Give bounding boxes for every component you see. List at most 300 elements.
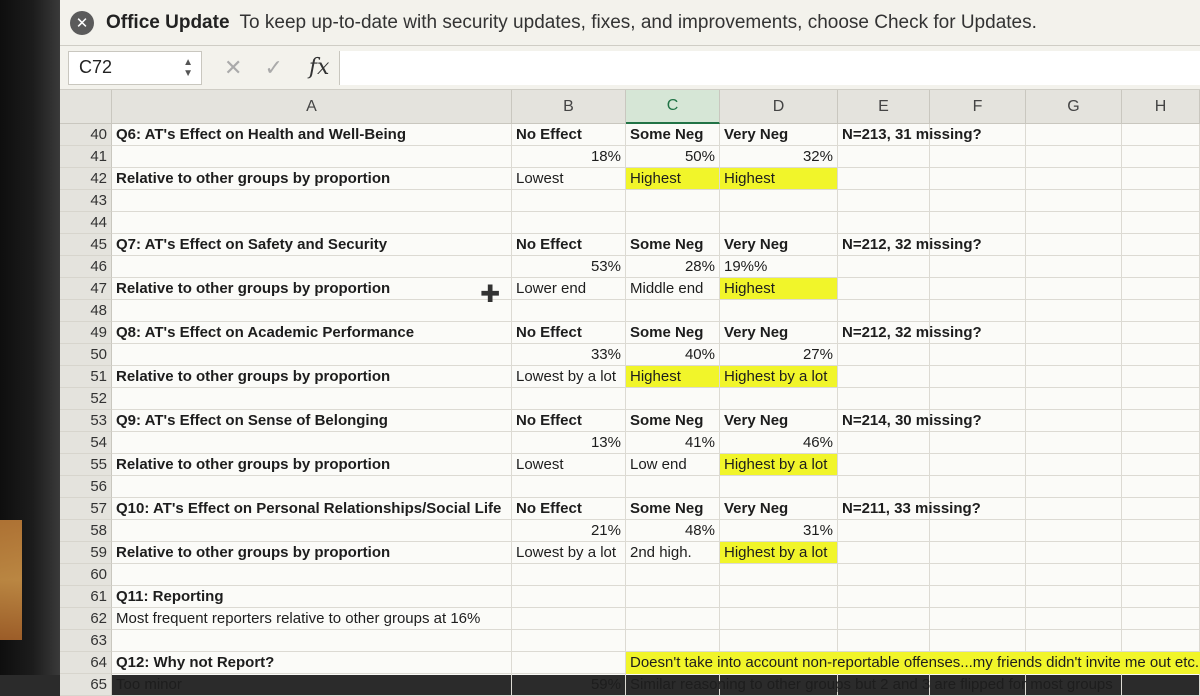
cell-b[interactable]: [512, 190, 626, 212]
cell-e[interactable]: [838, 564, 930, 586]
cell-b[interactable]: [512, 454, 626, 476]
cell-h[interactable]: [1122, 410, 1200, 432]
cell-b[interactable]: [512, 564, 626, 586]
cell-g[interactable]: [1026, 366, 1122, 388]
cell-d[interactable]: [720, 476, 838, 498]
cell-c[interactable]: [626, 454, 720, 476]
cell-g[interactable]: [1026, 234, 1122, 256]
cell-h[interactable]: [1122, 608, 1200, 630]
cell-e[interactable]: [838, 476, 930, 498]
cell-f[interactable]: [930, 542, 1026, 564]
cell-d[interactable]: [720, 432, 838, 454]
cell-c[interactable]: [626, 256, 720, 278]
cell-text: Highest by a lot: [724, 544, 828, 561]
cell-b[interactable]: [512, 432, 626, 454]
cell-g[interactable]: [1026, 300, 1122, 322]
cell-e[interactable]: [838, 322, 982, 344]
cell-h[interactable]: [1122, 454, 1200, 476]
cell-text: Some Neg: [630, 500, 704, 517]
cell-f[interactable]: [930, 366, 1026, 388]
cell-e[interactable]: [838, 432, 930, 454]
cell-a[interactable]: [112, 652, 512, 674]
cell-a[interactable]: [112, 366, 512, 388]
cell-text: 28%: [684, 258, 715, 275]
cell-text: Doesn't take into account non-reportable offenses...my friends didn't invite me out etc.: [630, 654, 1200, 671]
cell-c[interactable]: [626, 498, 720, 520]
cell-h[interactable]: [1122, 542, 1200, 564]
cell-e[interactable]: [838, 256, 930, 278]
cell-e[interactable]: [838, 520, 930, 542]
cell-f[interactable]: [930, 608, 1026, 630]
cell-text: N=214, 30 missing?: [842, 412, 982, 429]
cell-b[interactable]: [512, 476, 626, 498]
cell-e[interactable]: [838, 344, 930, 366]
cell-g[interactable]: [1026, 278, 1122, 300]
cell-a[interactable]: [112, 630, 512, 652]
row-header[interactable]: 49: [60, 322, 112, 344]
stepper-arrows-icon[interactable]: ▲ ▼: [183, 56, 193, 79]
cell-text: Lowest: [516, 170, 564, 187]
cell-g[interactable]: [1026, 212, 1122, 234]
column-header-d[interactable]: D: [720, 90, 838, 124]
cell-a[interactable]: [112, 256, 512, 278]
cell-g[interactable]: [1026, 410, 1122, 432]
cell-b[interactable]: [512, 652, 626, 674]
column-headers: [112, 90, 1200, 124]
cell-b[interactable]: [512, 300, 626, 322]
cell-h[interactable]: [1122, 278, 1200, 300]
cell-e[interactable]: [838, 542, 930, 564]
column-header-h[interactable]: H: [1122, 90, 1200, 124]
cell-d[interactable]: [720, 366, 838, 388]
banner-title: Office Update: [106, 11, 230, 33]
cell-text: Relative to other groups by proportion: [116, 456, 391, 473]
cell-b[interactable]: [512, 674, 626, 696]
cancel-icon[interactable]: ✕: [224, 54, 243, 80]
cell-g[interactable]: [1026, 564, 1122, 586]
cell-g[interactable]: [1026, 520, 1122, 542]
cell-h[interactable]: [1122, 190, 1200, 212]
row-header[interactable]: 58: [60, 520, 112, 542]
cell-g[interactable]: [1026, 432, 1122, 454]
cell-text: Most frequent reporters relative to other groups at 16%: [116, 610, 481, 627]
cell-c[interactable]: [626, 366, 720, 388]
cell-c[interactable]: [626, 608, 720, 630]
cell-b[interactable]: [512, 146, 626, 168]
cell-g[interactable]: [1026, 608, 1122, 630]
cell-b[interactable]: [512, 256, 626, 278]
cell-g[interactable]: [1026, 630, 1122, 652]
cell-f[interactable]: [930, 432, 1026, 454]
cell-b[interactable]: [512, 168, 626, 190]
cell-d[interactable]: [720, 168, 838, 190]
table-row: [60, 146, 1200, 168]
cell-f[interactable]: [930, 278, 1026, 300]
cell-h[interactable]: [1122, 388, 1200, 410]
row-header[interactable]: 56: [60, 476, 112, 498]
row-header[interactable]: 45: [60, 234, 112, 256]
row-header[interactable]: 65: [60, 674, 112, 696]
cell-c[interactable]: [626, 168, 720, 190]
row-header[interactable]: 47: [60, 278, 112, 300]
cell-f[interactable]: [930, 256, 1026, 278]
cell-g[interactable]: [1026, 124, 1122, 146]
cell-e[interactable]: [838, 278, 930, 300]
cell-h[interactable]: [1122, 344, 1200, 366]
cell-a[interactable]: [112, 564, 512, 586]
cell-text: 53%: [590, 258, 621, 275]
table-row: [60, 674, 1200, 696]
cell-text: Q9: AT's Effect on Sense of Belonging: [116, 412, 388, 429]
cell-text: 40%: [684, 346, 715, 363]
row-header[interactable]: 64: [60, 652, 112, 674]
cell-h[interactable]: [1122, 630, 1200, 652]
row-header[interactable]: 46: [60, 256, 112, 278]
name-box[interactable]: [68, 51, 202, 85]
cell-b[interactable]: [512, 366, 626, 388]
cell-e[interactable]: [838, 586, 930, 608]
cell-text: N=211, 33 missing?: [842, 500, 981, 517]
cell-e[interactable]: [838, 454, 930, 476]
cell-f[interactable]: [930, 388, 1026, 410]
table-row: [60, 124, 1200, 146]
cell-c[interactable]: [626, 586, 720, 608]
cell-b[interactable]: [512, 278, 626, 300]
cell-b[interactable]: [512, 586, 626, 608]
cell-text: 18%: [590, 148, 621, 165]
cell-c[interactable]: [626, 652, 1200, 674]
formula-input[interactable]: [339, 51, 1200, 85]
cell-text: 2nd high.: [630, 544, 692, 561]
cell-b[interactable]: [512, 234, 626, 256]
cell-f[interactable]: [930, 476, 1026, 498]
cell-f[interactable]: [930, 212, 1026, 234]
cell-d[interactable]: [720, 190, 838, 212]
grid-rows: [60, 124, 1200, 696]
cell-a[interactable]: [112, 410, 512, 432]
table-row: [60, 564, 1200, 586]
cell-h[interactable]: [1122, 366, 1200, 388]
cell-c[interactable]: [626, 278, 720, 300]
cell-e[interactable]: [838, 168, 930, 190]
cell-d[interactable]: [720, 278, 838, 300]
cell-d[interactable]: [720, 586, 838, 608]
cell-g[interactable]: [1026, 344, 1122, 366]
row-header[interactable]: 60: [60, 564, 112, 586]
cell-text: N=212, 32 missing?: [842, 236, 982, 253]
row-header[interactable]: 59: [60, 542, 112, 564]
cell-e[interactable]: [838, 234, 982, 256]
cell-text: Similar reasoning to other groups but 2 and 3 are flipped for most groups: [630, 676, 1113, 693]
cell-text: Lowest by a lot: [516, 544, 617, 561]
confirm-icon[interactable]: ✓: [264, 54, 283, 80]
banner-message: To keep up-to-date with security updates, fixes, and improvements, choose Check for Updates.: [239, 11, 1037, 33]
table-row: [60, 212, 1200, 234]
cell-text: N=213, 31 missing?: [842, 126, 982, 143]
cell-e[interactable]: [838, 146, 930, 168]
cell-a[interactable]: [112, 300, 512, 322]
cell-c[interactable]: [626, 344, 720, 366]
cell-g[interactable]: [1026, 168, 1122, 190]
cell-b[interactable]: [512, 212, 626, 234]
cell-g[interactable]: [1026, 190, 1122, 212]
cell-text: Very Neg: [724, 236, 789, 253]
cell-d[interactable]: [720, 454, 838, 476]
cell-e[interactable]: [838, 366, 930, 388]
cell-text: Relative to other groups by proportion: [116, 170, 391, 187]
cell-e[interactable]: [838, 124, 982, 146]
cell-a[interactable]: [112, 476, 512, 498]
cell-g[interactable]: [1026, 542, 1122, 564]
cell-f[interactable]: [930, 146, 1026, 168]
cell-g[interactable]: [1026, 498, 1122, 520]
row-header[interactable]: 51: [60, 366, 112, 388]
cell-f[interactable]: [930, 300, 1026, 322]
table-row: [60, 542, 1200, 564]
cell-d[interactable]: [720, 542, 838, 564]
cell-e[interactable]: [838, 498, 981, 520]
cell-text: 27%: [802, 346, 833, 363]
cell-c[interactable]: [626, 190, 720, 212]
cell-d[interactable]: [720, 498, 838, 520]
cell-h[interactable]: [1122, 256, 1200, 278]
cell-text: Highest by a lot: [724, 456, 828, 473]
cell-a[interactable]: [112, 234, 512, 256]
cell-g[interactable]: [1026, 586, 1122, 608]
cell-c[interactable]: [626, 674, 1113, 696]
cell-b[interactable]: [512, 124, 626, 146]
cell-b[interactable]: [512, 608, 626, 630]
table-row: [60, 278, 1200, 300]
cell-b[interactable]: [512, 542, 626, 564]
cell-f[interactable]: [930, 564, 1026, 586]
row-header[interactable]: 54: [60, 432, 112, 454]
background-object: [0, 520, 22, 640]
cell-h[interactable]: [1122, 498, 1200, 520]
cell-d[interactable]: [720, 344, 838, 366]
cell-d[interactable]: [720, 608, 838, 630]
row-header[interactable]: 55: [60, 454, 112, 476]
insert-function-icon[interactable]: fx: [308, 55, 330, 80]
cell-a[interactable]: [112, 146, 512, 168]
column-header-e[interactable]: E: [838, 90, 930, 124]
column-header-g[interactable]: G: [1026, 90, 1122, 124]
cell-d[interactable]: [720, 322, 838, 344]
cell-text: 21%: [590, 522, 621, 539]
cell-a[interactable]: [112, 520, 512, 542]
cell-c[interactable]: [626, 388, 720, 410]
table-row: [60, 322, 1200, 344]
table-row: [60, 520, 1200, 542]
cell-b[interactable]: [512, 322, 626, 344]
cell-c[interactable]: [626, 432, 720, 454]
cell-c[interactable]: [626, 124, 720, 146]
cell-d[interactable]: [720, 520, 838, 542]
row-header[interactable]: 53: [60, 410, 112, 432]
cell-c[interactable]: [626, 300, 720, 322]
row-header[interactable]: 44: [60, 212, 112, 234]
cell-f[interactable]: [930, 586, 1026, 608]
cell-d[interactable]: [720, 388, 838, 410]
cell-e[interactable]: [838, 388, 930, 410]
cell-h[interactable]: [1122, 146, 1200, 168]
cell-a[interactable]: [112, 674, 512, 696]
cell-h[interactable]: [1122, 476, 1200, 498]
cell-b[interactable]: [512, 344, 626, 366]
cell-h[interactable]: [1122, 674, 1200, 696]
row-header[interactable]: 40: [60, 124, 112, 146]
cell-c[interactable]: [626, 520, 720, 542]
cell-e[interactable]: [838, 212, 930, 234]
cell-d[interactable]: [720, 124, 838, 146]
cell-text: Low end: [630, 456, 687, 473]
table-row: [60, 608, 1200, 630]
cell-b[interactable]: [512, 630, 626, 652]
row-header[interactable]: 61: [60, 586, 112, 608]
cell-g[interactable]: [1026, 322, 1122, 344]
cell-text: Highest: [724, 170, 775, 187]
cell-c[interactable]: [626, 322, 720, 344]
cell-d[interactable]: [720, 212, 838, 234]
row-header[interactable]: 57: [60, 498, 112, 520]
row-header[interactable]: 42: [60, 168, 112, 190]
cell-a[interactable]: [112, 608, 512, 630]
cell-d[interactable]: [720, 146, 838, 168]
cell-c[interactable]: [626, 234, 720, 256]
cell-f[interactable]: [930, 454, 1026, 476]
cell-a[interactable]: [112, 432, 512, 454]
cell-g[interactable]: [1026, 454, 1122, 476]
cell-h[interactable]: [1122, 234, 1200, 256]
cell-h[interactable]: [1122, 520, 1200, 542]
cell-g[interactable]: [1026, 388, 1122, 410]
table-row: [60, 256, 1200, 278]
table-row: [60, 388, 1200, 410]
cell-text: 50%: [684, 148, 715, 165]
cell-e[interactable]: [838, 630, 930, 652]
cell-h[interactable]: [1122, 168, 1200, 190]
row-header[interactable]: 50: [60, 344, 112, 366]
table-row: [60, 630, 1200, 652]
cell-text: Lower end: [516, 280, 587, 297]
cell-a[interactable]: [112, 586, 512, 608]
cell-a[interactable]: [112, 388, 512, 410]
table-row: [60, 366, 1200, 388]
table-row: [60, 652, 1200, 674]
cell-f[interactable]: [930, 520, 1026, 542]
row-header[interactable]: 63: [60, 630, 112, 652]
cell-d[interactable]: [720, 300, 838, 322]
cell-a[interactable]: [112, 322, 512, 344]
cell-b[interactable]: [512, 410, 626, 432]
close-icon[interactable]: ✕: [70, 11, 94, 35]
row-header[interactable]: 62: [60, 608, 112, 630]
cell-e[interactable]: [838, 190, 930, 212]
cell-b[interactable]: [512, 388, 626, 410]
cell-e[interactable]: [838, 410, 982, 432]
cell-c[interactable]: [626, 410, 720, 432]
cell-a[interactable]: [112, 344, 512, 366]
cell-text: 41%: [684, 434, 715, 451]
cell-text: 59%: [590, 676, 621, 693]
cell-a[interactable]: [112, 542, 512, 564]
cell-text: Very Neg: [724, 324, 789, 341]
cell-text: N=212, 32 missing?: [842, 324, 982, 341]
cell-c[interactable]: [626, 564, 720, 586]
cell-text: 33%: [590, 346, 621, 363]
cell-g[interactable]: [1026, 256, 1122, 278]
column-header-c[interactable]: C: [626, 90, 720, 124]
spreadsheet-grid[interactable]: [60, 90, 1200, 693]
cell-f[interactable]: [930, 344, 1026, 366]
cell-h[interactable]: [1122, 432, 1200, 454]
column-header-f[interactable]: F: [930, 90, 1026, 124]
cell-a[interactable]: [112, 498, 512, 520]
cell-d[interactable]: [720, 234, 838, 256]
cell-text: No Effect: [516, 500, 582, 517]
cell-e[interactable]: [838, 608, 930, 630]
cell-b[interactable]: [512, 520, 626, 542]
table-row: [60, 586, 1200, 608]
cell-a[interactable]: [112, 278, 512, 300]
cell-f[interactable]: [930, 168, 1026, 190]
row-header[interactable]: 41: [60, 146, 112, 168]
cell-c[interactable]: [626, 542, 720, 564]
column-header-a[interactable]: A: [112, 90, 512, 124]
cell-f[interactable]: [930, 630, 1026, 652]
cell-h[interactable]: [1122, 586, 1200, 608]
cell-a[interactable]: [112, 124, 512, 146]
cell-h[interactable]: [1122, 564, 1200, 586]
cell-h[interactable]: [1122, 300, 1200, 322]
cell-h[interactable]: [1122, 212, 1200, 234]
cell-c[interactable]: [626, 146, 720, 168]
plus-cursor-icon: ✚: [480, 281, 501, 308]
column-header-b[interactable]: B: [512, 90, 626, 124]
cell-text: No Effect: [516, 324, 582, 341]
row-header[interactable]: 43: [60, 190, 112, 212]
cell-text: Lowest by a lot: [516, 368, 617, 385]
cell-c[interactable]: [626, 212, 720, 234]
table-row: [60, 344, 1200, 366]
cell-b[interactable]: [512, 498, 626, 520]
cell-h[interactable]: [1122, 124, 1200, 146]
cell-d[interactable]: [720, 630, 838, 652]
cell-text: Some Neg: [630, 412, 704, 429]
select-all-corner[interactable]: [60, 90, 112, 124]
cell-d[interactable]: [720, 564, 838, 586]
cell-c[interactable]: [626, 630, 720, 652]
cell-text: No Effect: [516, 236, 582, 253]
cell-a[interactable]: [112, 168, 512, 190]
cell-g[interactable]: [1026, 146, 1122, 168]
row-header[interactable]: 48: [60, 300, 112, 322]
cell-text: 31%: [802, 522, 833, 539]
cell-a[interactable]: [112, 212, 512, 234]
cell-f[interactable]: [930, 190, 1026, 212]
cell-text: Some Neg: [630, 126, 704, 143]
cell-h[interactable]: [1122, 322, 1200, 344]
cell-d[interactable]: [720, 410, 838, 432]
cell-d[interactable]: [720, 256, 838, 278]
cell-g[interactable]: [1026, 476, 1122, 498]
cell-a[interactable]: [112, 454, 512, 476]
cell-c[interactable]: [626, 476, 720, 498]
cell-a[interactable]: [112, 190, 512, 212]
cell-text: 46%: [802, 434, 833, 451]
cell-e[interactable]: [838, 300, 930, 322]
row-header[interactable]: 52: [60, 388, 112, 410]
